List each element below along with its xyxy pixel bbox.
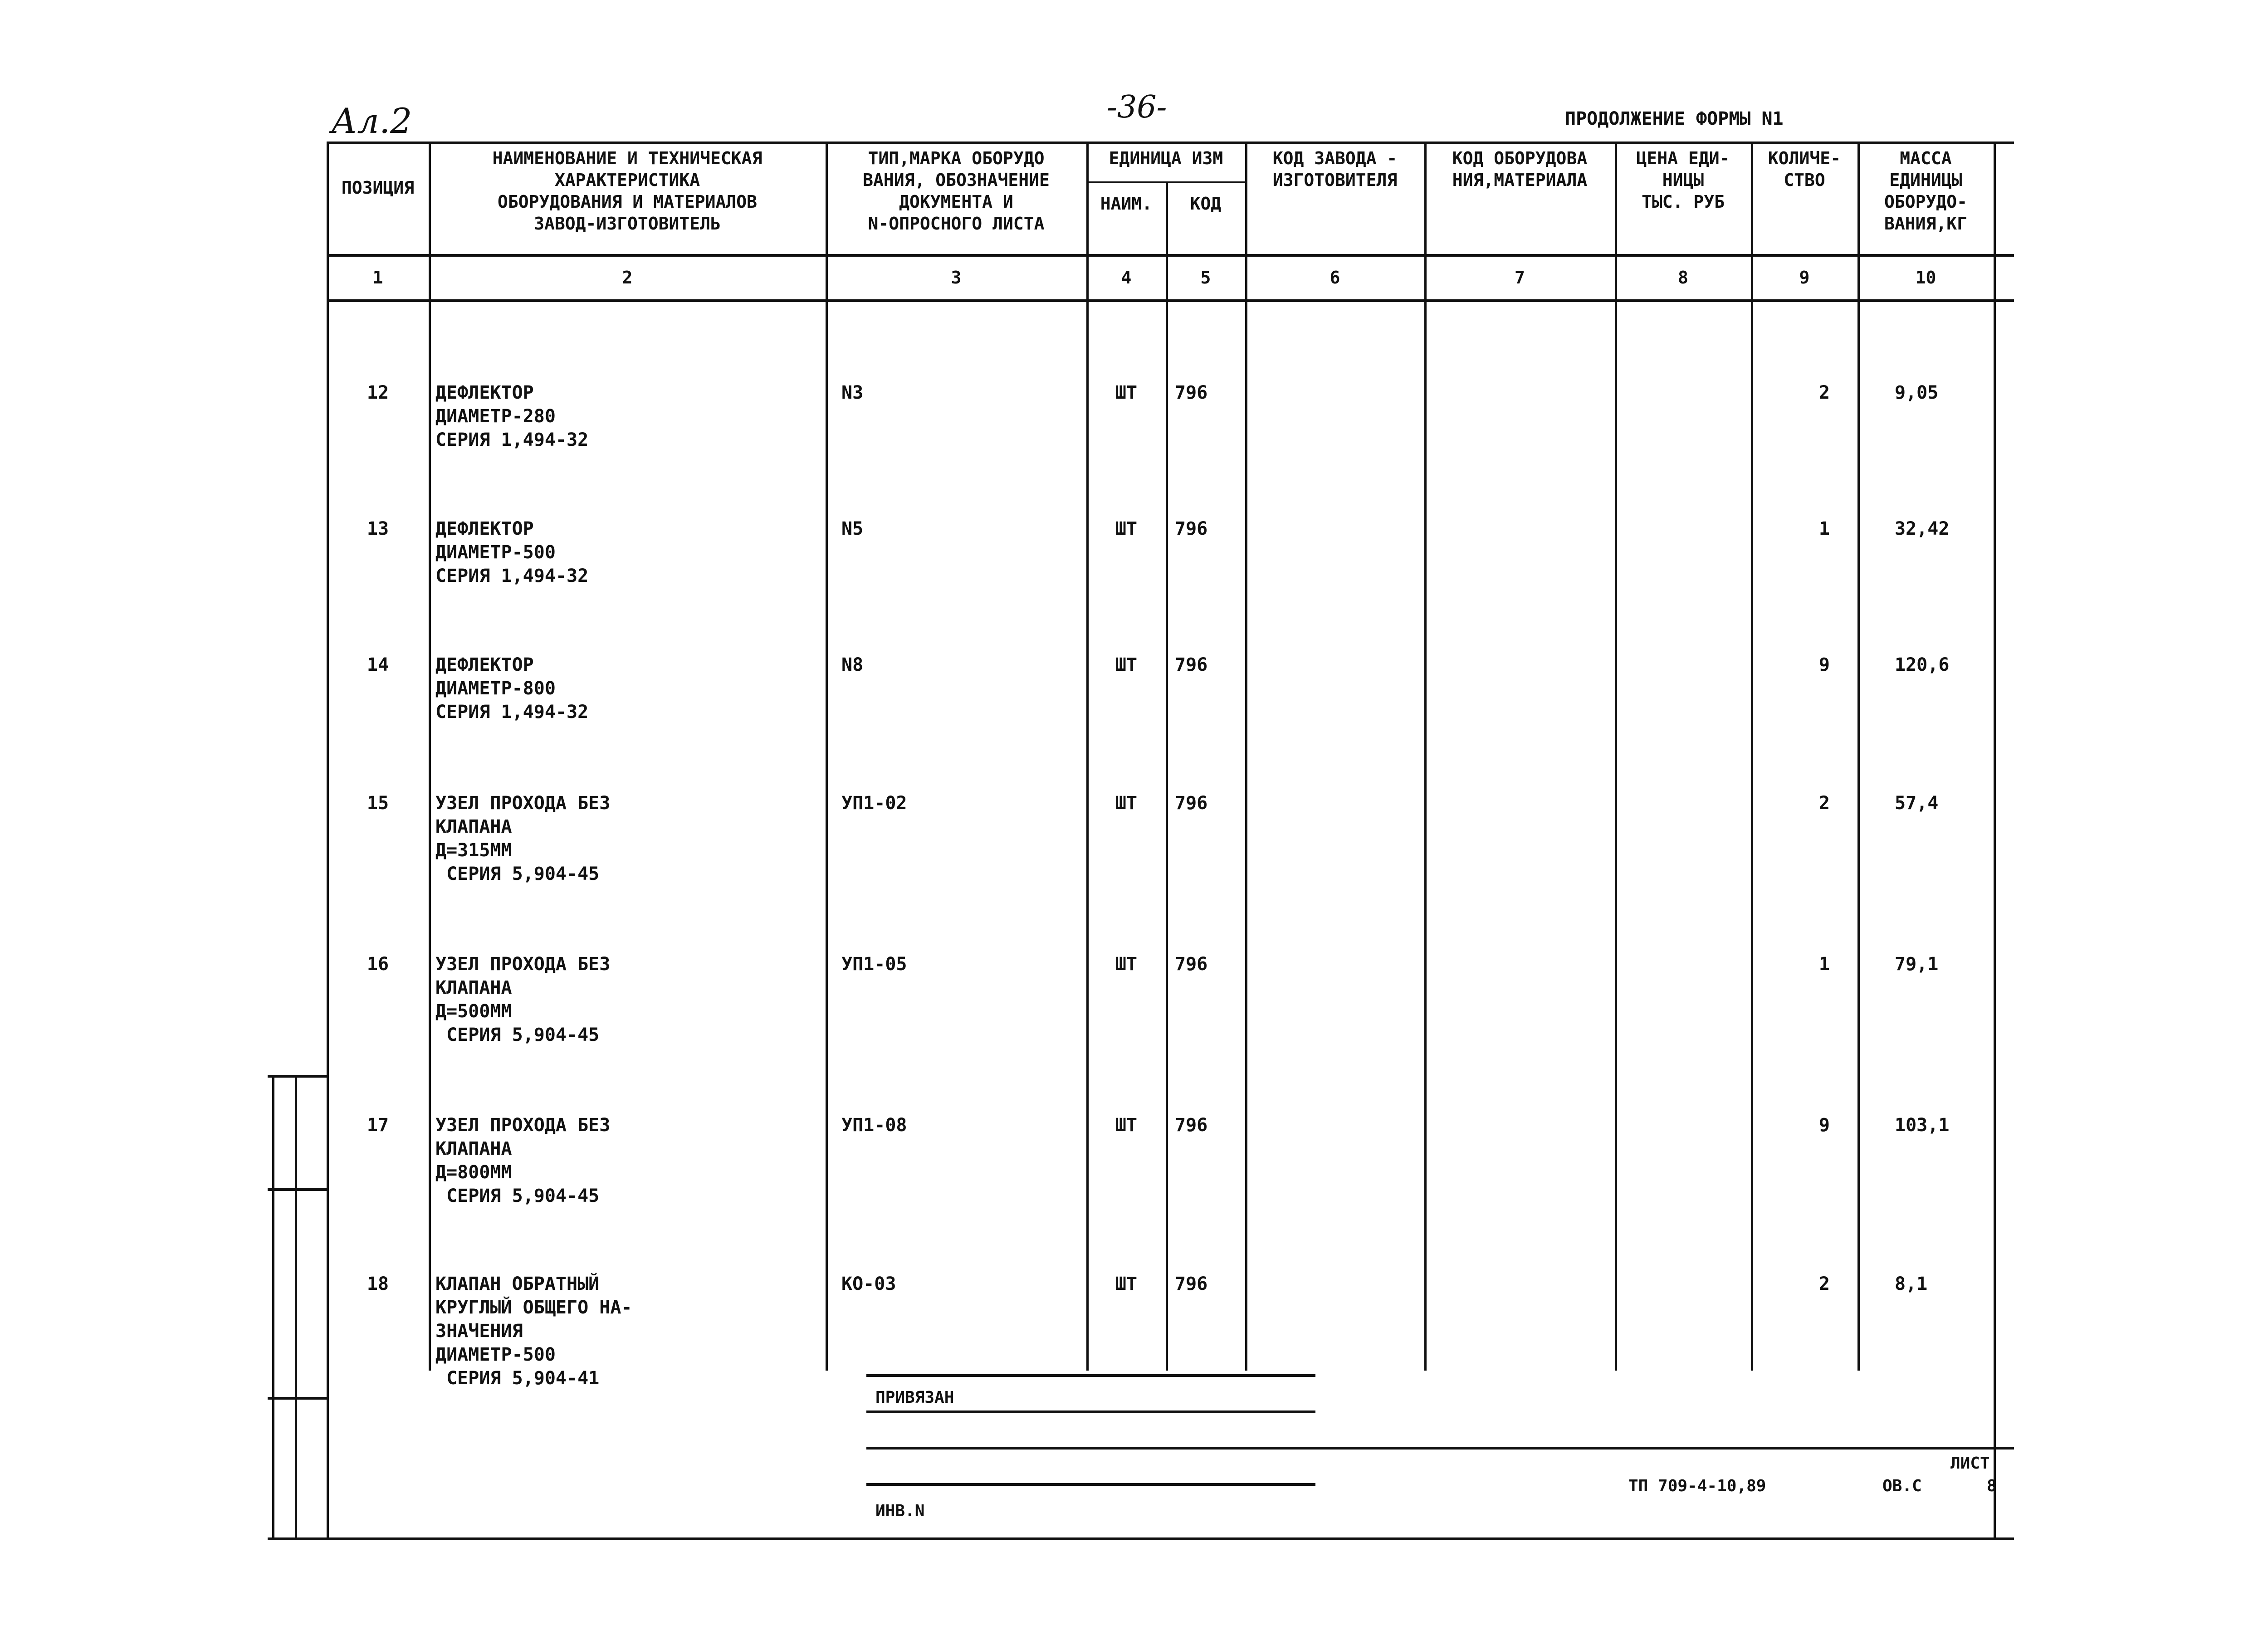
sheet-bottom-rule bbox=[268, 1537, 2014, 1540]
cell-unit: ШТ bbox=[1115, 1115, 1138, 1136]
cell-name: ДЕФЛЕКТОР ДИАМЕТР-280 СЕРИЯ 1,494-32 bbox=[435, 382, 589, 450]
col-header-type bbox=[826, 147, 1086, 234]
header-bottom-rule bbox=[327, 254, 2014, 257]
stamp-row-rule-3 bbox=[866, 1483, 1315, 1486]
cell-mass: 9,05 bbox=[1895, 382, 1939, 403]
cell-qty: 9 bbox=[1818, 1115, 1830, 1136]
col-header-name bbox=[430, 147, 825, 234]
stamp-row-rule-1 bbox=[866, 1410, 1315, 1413]
col-line-7 bbox=[1615, 142, 1617, 1371]
cell-qty: 9 bbox=[1818, 654, 1830, 675]
stamp-privyazan: ПРИВЯЗАН bbox=[875, 1388, 954, 1407]
cell-type: N3 bbox=[841, 382, 864, 403]
col-number-5: 5 bbox=[1200, 268, 1211, 288]
cell-name: ДЕФЛЕКТОР ДИАМЕТР-800 СЕРИЯ 1,494-32 bbox=[435, 654, 589, 722]
cell-type: УП1-02 bbox=[841, 793, 907, 814]
col-header-position bbox=[327, 177, 428, 199]
cell-name: УЗЕЛ ПРОХОДА БЕЗ КЛАПАНА Д=315ММ СЕРИЯ 5,904-45 bbox=[435, 793, 611, 884]
cell-pos: 13 bbox=[367, 518, 389, 539]
col-header-mass-text: МАССА ЕДИНИЦЫ ОБОРУДО- ВАНИЯ,КГ bbox=[1884, 148, 1968, 234]
col-number-6: 6 bbox=[1330, 268, 1340, 288]
col-header-position-text: ПОЗИЦИЯ bbox=[341, 178, 415, 198]
cell-mass: 79,1 bbox=[1895, 954, 1939, 975]
binding-rule-1 bbox=[268, 1075, 327, 1078]
col-header-unit-price-text: ЦЕНА ЕДИ- НИЦЫ ТЫС. РУБ bbox=[1636, 148, 1730, 212]
col-number-9: 9 bbox=[1799, 268, 1810, 288]
cell-code: 796 bbox=[1175, 793, 1208, 814]
col-header-unit-group bbox=[1087, 147, 1245, 169]
cell-mass: 103,1 bbox=[1895, 1115, 1950, 1136]
cell-pos: 16 bbox=[367, 954, 389, 975]
cell-pos: 12 bbox=[367, 382, 389, 403]
col-line-2 bbox=[826, 142, 828, 1371]
page-number: -36- bbox=[1107, 89, 1167, 125]
cell-name: ДЕФЛЕКТОР ДИАМЕТР-500 СЕРИЯ 1,494-32 bbox=[435, 518, 589, 586]
col-line-3 bbox=[1086, 142, 1089, 1371]
col-number-4: 4 bbox=[1121, 268, 1132, 288]
cell-qty: 1 bbox=[1818, 954, 1830, 975]
cell-code: 796 bbox=[1175, 654, 1208, 675]
colnum-bottom-rule bbox=[327, 299, 2014, 302]
cell-type: УП1-08 bbox=[841, 1115, 907, 1136]
cell-pos: 17 bbox=[367, 1115, 389, 1136]
cell-pos: 18 bbox=[367, 1274, 389, 1294]
stamp-row-rule-2 bbox=[866, 1447, 2014, 1450]
col-header-unit-code-text: КОД bbox=[1190, 194, 1222, 214]
col-number-10: 10 bbox=[1915, 268, 1936, 288]
col-number-8: 8 bbox=[1678, 268, 1688, 288]
col-header-unit-code bbox=[1167, 193, 1245, 215]
cell-qty: 1 bbox=[1818, 518, 1830, 539]
cell-mass: 120,6 bbox=[1895, 654, 1950, 675]
col-header-unit-group-text: ЕДИНИЦА ИЗМ bbox=[1109, 148, 1223, 168]
cell-unit: ШТ bbox=[1115, 518, 1138, 539]
unit-group-subrule bbox=[1086, 181, 1245, 183]
cell-qty: 2 bbox=[1818, 793, 1830, 814]
cell-qty: 2 bbox=[1818, 382, 1830, 403]
col-header-unit-name bbox=[1087, 193, 1165, 215]
col-header-factory-code bbox=[1246, 147, 1424, 191]
cell-mass: 32,42 bbox=[1895, 518, 1950, 539]
col-line-8 bbox=[1751, 142, 1753, 1371]
stamp-inv-number: ИНВ.N bbox=[875, 1502, 925, 1520]
cell-name: УЗЕЛ ПРОХОДА БЕЗ КЛАПАНА Д=500ММ СЕРИЯ 5,904-45 bbox=[435, 954, 611, 1045]
stamp-sheet-number: 8 bbox=[1987, 1477, 1997, 1495]
col-header-factory-code-text: КОД ЗАВОДА - ИЗГОТОВИТЕЛЯ bbox=[1272, 148, 1398, 190]
col-number-2: 2 bbox=[622, 268, 633, 288]
col-header-unit-name-text: НАИМ. bbox=[1100, 194, 1153, 214]
binding-rule-3 bbox=[268, 1397, 327, 1400]
col-header-mass bbox=[1858, 147, 1993, 234]
stamp-top-rule bbox=[866, 1374, 1315, 1377]
col-line-9 bbox=[1857, 142, 1860, 1371]
col-header-unit-price bbox=[1616, 147, 1750, 213]
cell-unit: ШТ bbox=[1115, 382, 1138, 403]
cell-unit: ШТ bbox=[1115, 954, 1138, 975]
cell-unit: ШТ bbox=[1115, 1274, 1138, 1294]
sheet-mark: Ал.2 bbox=[331, 101, 412, 141]
cell-pos: 14 bbox=[367, 654, 389, 675]
stamp-document-code: ТП 709-4-10,89 bbox=[1628, 1477, 1766, 1495]
form-continuation-note: ПРОДОЛЖЕНИЕ ФОРМЫ N1 bbox=[1565, 108, 1784, 129]
binding-rule-2 bbox=[268, 1188, 327, 1191]
col-number-3: 3 bbox=[951, 268, 962, 288]
cell-type: КО-03 bbox=[841, 1274, 896, 1294]
cell-code: 796 bbox=[1175, 518, 1208, 539]
cell-qty: 2 bbox=[1818, 1274, 1830, 1294]
cell-type: УП1-05 bbox=[841, 954, 907, 975]
col-header-equipment-code-text: КОД ОБОРУДОВА НИЯ,МАТЕРИАЛА bbox=[1452, 148, 1588, 190]
cell-code: 796 bbox=[1175, 954, 1208, 975]
col-line-0 bbox=[327, 142, 329, 1537]
cell-mass: 57,4 bbox=[1895, 793, 1939, 814]
col-line-1 bbox=[429, 142, 431, 1371]
cell-mass: 8,1 bbox=[1895, 1274, 1928, 1294]
cell-pos: 15 bbox=[367, 793, 389, 814]
col-line-10 bbox=[1994, 142, 1996, 1537]
col-header-type-text: ТИП,МАРКА ОБОРУДО ВАНИЯ, ОБОЗНАЧЕНИЕ ДОКУМЕНТА И N-ОПРОСНОГО ЛИСТА bbox=[863, 148, 1050, 234]
cell-name: УЗЕЛ ПРОХОДА БЕЗ КЛАПАНА Д=800ММ СЕРИЯ 5,904-45 bbox=[435, 1115, 611, 1206]
cell-type: N5 bbox=[841, 518, 864, 539]
col-header-quantity-text: КОЛИЧЕ- СТВО bbox=[1768, 148, 1841, 190]
cell-unit: ШТ bbox=[1115, 793, 1138, 814]
col-line-6 bbox=[1424, 142, 1427, 1371]
col-line-4 bbox=[1166, 181, 1168, 1371]
binding-line-b bbox=[295, 1075, 297, 1537]
col-number-1: 1 bbox=[372, 268, 383, 288]
cell-code: 796 bbox=[1175, 1274, 1208, 1294]
cell-code: 796 bbox=[1175, 382, 1208, 403]
col-number-7: 7 bbox=[1515, 268, 1525, 288]
stamp-sheet-label: ЛИСТ bbox=[1950, 1454, 1990, 1473]
cell-unit: ШТ bbox=[1115, 654, 1138, 675]
stamp-album: ОВ.С bbox=[1882, 1477, 1922, 1495]
header-top-rule bbox=[327, 142, 2014, 144]
col-header-name-text: НАИМЕНОВАНИЕ И ТЕХНИЧЕСКАЯ ХАРАКТЕРИСТИКА ОБОРУДОВАНИЯ И МАТЕРИАЛОВ ЗАВОД-ИЗГОТОВИТЕЛЬ bbox=[492, 148, 763, 234]
col-line-5 bbox=[1245, 142, 1247, 1371]
cell-name: КЛАПАН ОБРАТНЫЙ КРУГЛЫЙ ОБЩЕГО НА- ЗНАЧЕНИЯ ДИАМЕТР-500 СЕРИЯ 5,904-41 bbox=[435, 1274, 632, 1389]
col-header-quantity bbox=[1752, 147, 1857, 191]
binding-line-a bbox=[272, 1075, 274, 1537]
col-header-equipment-code bbox=[1425, 147, 1614, 191]
cell-type: N8 bbox=[841, 654, 864, 675]
cell-code: 796 bbox=[1175, 1115, 1208, 1136]
